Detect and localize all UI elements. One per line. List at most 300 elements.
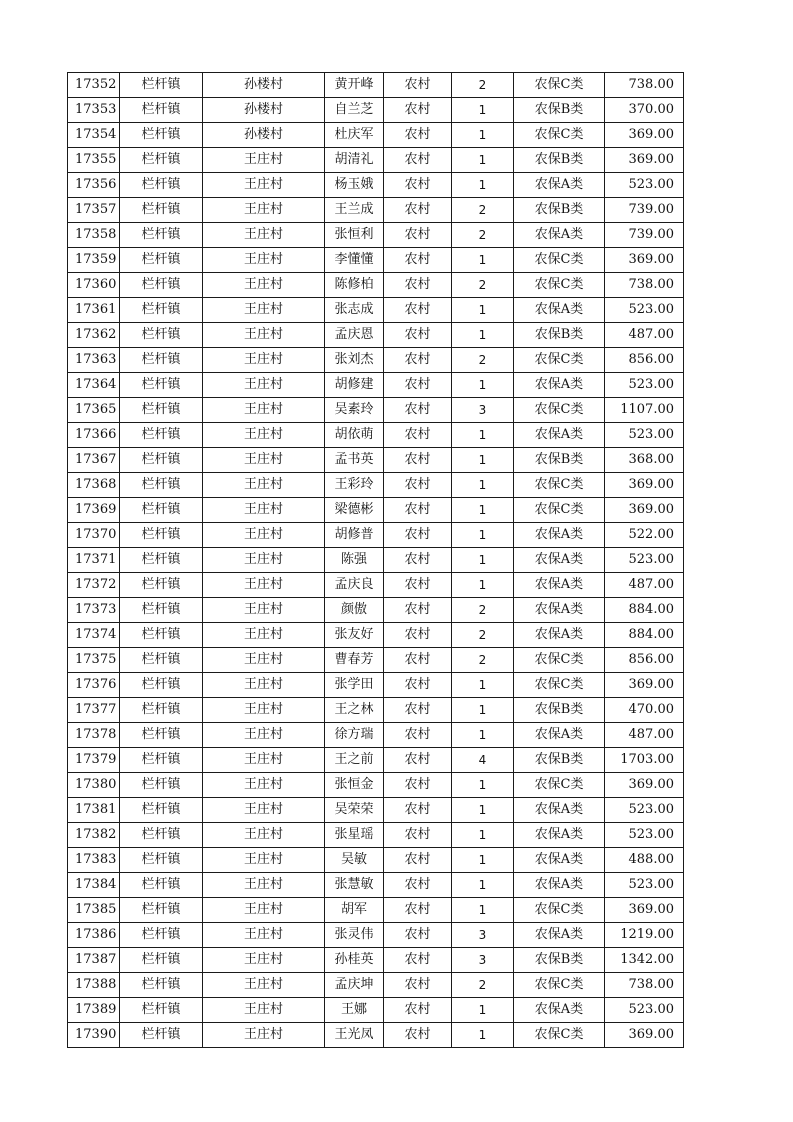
category-cell: 农保B类	[514, 98, 605, 123]
household-count-cell: 1	[452, 698, 514, 723]
name-cell: 孟庆恩	[325, 323, 384, 348]
amount-cell: 523.00	[605, 548, 684, 573]
category-cell: 农保C类	[514, 1023, 605, 1048]
town-cell: 栏杆镇	[120, 623, 203, 648]
table-row	[68, 973, 684, 998]
area-type-cell: 农村	[384, 923, 452, 948]
name-cell: 张恒利	[325, 223, 384, 248]
category-cell: 农保A类	[514, 223, 605, 248]
village-cell: 王庄村	[203, 998, 325, 1023]
amount-cell: 523.00	[605, 373, 684, 398]
category-cell: 农保A类	[514, 573, 605, 598]
area-type-cell: 农村	[384, 98, 452, 123]
name-cell: 黄开峰	[325, 73, 384, 98]
amount-cell: 738.00	[605, 973, 684, 998]
village-cell: 王庄村	[203, 248, 325, 273]
area-type-cell: 农村	[384, 148, 452, 173]
table-row	[68, 373, 684, 398]
table-row	[68, 173, 684, 198]
household-count-cell: 1	[452, 448, 514, 473]
town-cell: 栏杆镇	[120, 948, 203, 973]
amount-cell: 1342.00	[605, 948, 684, 973]
table-row	[68, 98, 684, 123]
category-cell: 农保C类	[514, 248, 605, 273]
table-row	[68, 948, 684, 973]
name-cell: 胡修建	[325, 373, 384, 398]
amount-cell: 523.00	[605, 298, 684, 323]
town-cell: 栏杆镇	[120, 723, 203, 748]
area-type-cell: 农村	[384, 223, 452, 248]
table-row	[68, 148, 684, 173]
household-count-cell: 3	[452, 948, 514, 973]
name-cell: 张学田	[325, 673, 384, 698]
category-cell: 农保C类	[514, 398, 605, 423]
name-cell: 胡军	[325, 898, 384, 923]
serial-number-cell: 17369	[68, 498, 120, 523]
category-cell: 农保C类	[514, 123, 605, 148]
area-type-cell: 农村	[384, 498, 452, 523]
category-cell: 农保B类	[514, 948, 605, 973]
village-cell: 王庄村	[203, 448, 325, 473]
table-row	[68, 848, 684, 873]
name-cell: 李懂懂	[325, 248, 384, 273]
village-cell: 王庄村	[203, 148, 325, 173]
serial-number-cell: 17360	[68, 273, 120, 298]
table-row	[68, 998, 684, 1023]
town-cell: 栏杆镇	[120, 223, 203, 248]
town-cell: 栏杆镇	[120, 73, 203, 98]
amount-cell: 884.00	[605, 623, 684, 648]
village-cell: 王庄村	[203, 173, 325, 198]
serial-number-cell: 17390	[68, 1023, 120, 1048]
amount-cell: 369.00	[605, 148, 684, 173]
table-row	[68, 298, 684, 323]
amount-cell: 856.00	[605, 648, 684, 673]
serial-number-cell: 17361	[68, 298, 120, 323]
area-type-cell: 农村	[384, 898, 452, 923]
table-row	[68, 623, 684, 648]
amount-cell: 487.00	[605, 323, 684, 348]
household-count-cell: 1	[452, 123, 514, 148]
category-cell: 农保A类	[514, 848, 605, 873]
serial-number-cell: 17381	[68, 798, 120, 823]
table-row	[68, 398, 684, 423]
serial-number-cell: 17382	[68, 823, 120, 848]
household-count-cell: 1	[452, 373, 514, 398]
table-row	[68, 423, 684, 448]
village-cell: 王庄村	[203, 1023, 325, 1048]
household-count-cell: 2	[452, 973, 514, 998]
household-count-cell: 1	[452, 823, 514, 848]
name-cell: 张星瑶	[325, 823, 384, 848]
table-row	[68, 473, 684, 498]
category-cell: 农保A类	[514, 548, 605, 573]
table-row	[68, 648, 684, 673]
town-cell: 栏杆镇	[120, 448, 203, 473]
serial-number-cell: 17380	[68, 773, 120, 798]
category-cell: 农保C类	[514, 973, 605, 998]
name-cell: 胡依萌	[325, 423, 384, 448]
area-type-cell: 农村	[384, 573, 452, 598]
town-cell: 栏杆镇	[120, 823, 203, 848]
serial-number-cell: 17368	[68, 473, 120, 498]
category-cell: 农保A类	[514, 923, 605, 948]
village-cell: 王庄村	[203, 948, 325, 973]
area-type-cell: 农村	[384, 798, 452, 823]
area-type-cell: 农村	[384, 273, 452, 298]
amount-cell: 369.00	[605, 898, 684, 923]
name-cell: 张友好	[325, 623, 384, 648]
town-cell: 栏杆镇	[120, 998, 203, 1023]
category-cell: 农保C类	[514, 498, 605, 523]
village-cell: 王庄村	[203, 923, 325, 948]
village-cell: 孙楼村	[203, 123, 325, 148]
household-count-cell: 2	[452, 648, 514, 673]
village-cell: 王庄村	[203, 273, 325, 298]
village-cell: 王庄村	[203, 573, 325, 598]
area-type-cell: 农村	[384, 298, 452, 323]
town-cell: 栏杆镇	[120, 348, 203, 373]
area-type-cell: 农村	[384, 648, 452, 673]
household-count-cell: 1	[452, 723, 514, 748]
category-cell: 农保C类	[514, 73, 605, 98]
name-cell: 徐方瑞	[325, 723, 384, 748]
town-cell: 栏杆镇	[120, 923, 203, 948]
amount-cell: 523.00	[605, 423, 684, 448]
amount-cell: 523.00	[605, 823, 684, 848]
amount-cell: 1703.00	[605, 748, 684, 773]
town-cell: 栏杆镇	[120, 848, 203, 873]
town-cell: 栏杆镇	[120, 898, 203, 923]
household-count-cell: 1	[452, 248, 514, 273]
name-cell: 孙桂英	[325, 948, 384, 973]
category-cell: 农保C类	[514, 673, 605, 698]
table-row	[68, 223, 684, 248]
serial-number-cell: 17358	[68, 223, 120, 248]
amount-cell: 369.00	[605, 1023, 684, 1048]
area-type-cell: 农村	[384, 673, 452, 698]
village-cell: 王庄村	[203, 598, 325, 623]
amount-cell: 739.00	[605, 223, 684, 248]
area-type-cell: 农村	[384, 973, 452, 998]
category-cell: 农保A类	[514, 598, 605, 623]
town-cell: 栏杆镇	[120, 673, 203, 698]
household-count-cell: 1	[452, 998, 514, 1023]
household-count-cell: 3	[452, 923, 514, 948]
category-cell: 农保A类	[514, 998, 605, 1023]
name-cell: 王之林	[325, 698, 384, 723]
area-type-cell: 农村	[384, 548, 452, 573]
category-cell: 农保B类	[514, 198, 605, 223]
serial-number-cell: 17356	[68, 173, 120, 198]
amount-cell: 523.00	[605, 873, 684, 898]
name-cell: 杜庆军	[325, 123, 384, 148]
village-cell: 王庄村	[203, 548, 325, 573]
area-type-cell: 农村	[384, 773, 452, 798]
town-cell: 栏杆镇	[120, 298, 203, 323]
household-count-cell: 1	[452, 498, 514, 523]
town-cell: 栏杆镇	[120, 323, 203, 348]
village-cell: 王庄村	[203, 798, 325, 823]
serial-number-cell: 17367	[68, 448, 120, 473]
area-type-cell: 农村	[384, 473, 452, 498]
table-row	[68, 273, 684, 298]
area-type-cell: 农村	[384, 248, 452, 273]
village-cell: 王庄村	[203, 898, 325, 923]
household-count-cell: 3	[452, 398, 514, 423]
amount-cell: 1107.00	[605, 398, 684, 423]
table-row	[68, 698, 684, 723]
town-cell: 栏杆镇	[120, 973, 203, 998]
name-cell: 王之前	[325, 748, 384, 773]
household-count-cell: 1	[452, 523, 514, 548]
amount-cell: 488.00	[605, 848, 684, 873]
amount-cell: 370.00	[605, 98, 684, 123]
table-row	[68, 198, 684, 223]
serial-number-cell: 17387	[68, 948, 120, 973]
amount-cell: 523.00	[605, 798, 684, 823]
town-cell: 栏杆镇	[120, 248, 203, 273]
table-row	[68, 823, 684, 848]
village-cell: 孙楼村	[203, 73, 325, 98]
area-type-cell: 农村	[384, 1023, 452, 1048]
category-cell: 农保B类	[514, 148, 605, 173]
serial-number-cell: 17374	[68, 623, 120, 648]
name-cell: 王娜	[325, 998, 384, 1023]
serial-number-cell: 17379	[68, 748, 120, 773]
town-cell: 栏杆镇	[120, 498, 203, 523]
category-cell: 农保B类	[514, 748, 605, 773]
village-cell: 王庄村	[203, 748, 325, 773]
serial-number-cell: 17371	[68, 548, 120, 573]
town-cell: 栏杆镇	[120, 98, 203, 123]
area-type-cell: 农村	[384, 598, 452, 623]
category-cell: 农保A类	[514, 623, 605, 648]
table-row	[68, 1023, 684, 1048]
serial-number-cell: 17365	[68, 398, 120, 423]
serial-number-cell: 17377	[68, 698, 120, 723]
amount-cell: 522.00	[605, 523, 684, 548]
town-cell: 栏杆镇	[120, 423, 203, 448]
table-row	[68, 798, 684, 823]
category-cell: 农保A类	[514, 423, 605, 448]
category-cell: 农保A类	[514, 798, 605, 823]
household-count-cell: 2	[452, 273, 514, 298]
town-cell: 栏杆镇	[120, 548, 203, 573]
village-cell: 王庄村	[203, 473, 325, 498]
amount-cell: 739.00	[605, 198, 684, 223]
village-cell: 王庄村	[203, 223, 325, 248]
amount-cell: 487.00	[605, 573, 684, 598]
serial-number-cell: 17370	[68, 523, 120, 548]
village-cell: 王庄村	[203, 698, 325, 723]
area-type-cell: 农村	[384, 398, 452, 423]
amount-cell: 369.00	[605, 498, 684, 523]
amount-cell: 523.00	[605, 173, 684, 198]
name-cell: 陈强	[325, 548, 384, 573]
area-type-cell: 农村	[384, 173, 452, 198]
household-count-cell: 1	[452, 423, 514, 448]
town-cell: 栏杆镇	[120, 873, 203, 898]
amount-cell: 1219.00	[605, 923, 684, 948]
name-cell: 曹春芳	[325, 648, 384, 673]
table-body	[68, 73, 684, 1048]
table-row	[68, 748, 684, 773]
serial-number-cell: 17376	[68, 673, 120, 698]
serial-number-cell: 17352	[68, 73, 120, 98]
town-cell: 栏杆镇	[120, 473, 203, 498]
name-cell: 梁德彬	[325, 498, 384, 523]
area-type-cell: 农村	[384, 423, 452, 448]
amount-cell: 369.00	[605, 673, 684, 698]
household-count-cell: 2	[452, 348, 514, 373]
household-count-cell: 1	[452, 573, 514, 598]
town-cell: 栏杆镇	[120, 198, 203, 223]
name-cell: 胡修普	[325, 523, 384, 548]
serial-number-cell: 17357	[68, 198, 120, 223]
table-row	[68, 598, 684, 623]
category-cell: 农保A类	[514, 523, 605, 548]
serial-number-cell: 17372	[68, 573, 120, 598]
name-cell: 吴荣荣	[325, 798, 384, 823]
name-cell: 王彩玲	[325, 473, 384, 498]
household-count-cell: 1	[452, 848, 514, 873]
amount-cell: 368.00	[605, 448, 684, 473]
name-cell: 杨玉娥	[325, 173, 384, 198]
name-cell: 孟庆良	[325, 573, 384, 598]
area-type-cell: 农村	[384, 523, 452, 548]
category-cell: 农保A类	[514, 173, 605, 198]
area-type-cell: 农村	[384, 873, 452, 898]
area-type-cell: 农村	[384, 348, 452, 373]
serial-number-cell: 17354	[68, 123, 120, 148]
amount-cell: 369.00	[605, 773, 684, 798]
category-cell: 农保A类	[514, 373, 605, 398]
table-row	[68, 773, 684, 798]
serial-number-cell: 17366	[68, 423, 120, 448]
household-count-cell: 1	[452, 798, 514, 823]
town-cell: 栏杆镇	[120, 123, 203, 148]
town-cell: 栏杆镇	[120, 798, 203, 823]
village-cell: 王庄村	[203, 498, 325, 523]
village-cell: 王庄村	[203, 773, 325, 798]
category-cell: 农保A类	[514, 723, 605, 748]
amount-cell: 487.00	[605, 723, 684, 748]
category-cell: 农保C类	[514, 898, 605, 923]
table-row	[68, 673, 684, 698]
town-cell: 栏杆镇	[120, 573, 203, 598]
area-type-cell: 农村	[384, 198, 452, 223]
serial-number-cell: 17388	[68, 973, 120, 998]
name-cell: 王兰成	[325, 198, 384, 223]
serial-number-cell: 17353	[68, 98, 120, 123]
village-cell: 王庄村	[203, 873, 325, 898]
serial-number-cell: 17383	[68, 848, 120, 873]
area-type-cell: 农村	[384, 373, 452, 398]
town-cell: 栏杆镇	[120, 148, 203, 173]
table-row	[68, 498, 684, 523]
area-type-cell: 农村	[384, 73, 452, 98]
category-cell: 农保B类	[514, 448, 605, 473]
village-cell: 王庄村	[203, 673, 325, 698]
category-cell: 农保A类	[514, 298, 605, 323]
town-cell: 栏杆镇	[120, 173, 203, 198]
village-cell: 王庄村	[203, 198, 325, 223]
table-row	[68, 723, 684, 748]
town-cell: 栏杆镇	[120, 373, 203, 398]
village-cell: 王庄村	[203, 323, 325, 348]
household-count-cell: 1	[452, 473, 514, 498]
name-cell: 吴素玲	[325, 398, 384, 423]
serial-number-cell: 17363	[68, 348, 120, 373]
household-count-cell: 1	[452, 148, 514, 173]
name-cell: 王光凤	[325, 1023, 384, 1048]
name-cell: 张志成	[325, 298, 384, 323]
name-cell: 陈修柏	[325, 273, 384, 298]
serial-number-cell: 17355	[68, 148, 120, 173]
serial-number-cell: 17364	[68, 373, 120, 398]
village-cell: 王庄村	[203, 523, 325, 548]
village-cell: 王庄村	[203, 823, 325, 848]
town-cell: 栏杆镇	[120, 698, 203, 723]
household-count-cell: 1	[452, 548, 514, 573]
amount-cell: 523.00	[605, 998, 684, 1023]
town-cell: 栏杆镇	[120, 398, 203, 423]
area-type-cell: 农村	[384, 723, 452, 748]
amount-cell: 369.00	[605, 123, 684, 148]
village-cell: 王庄村	[203, 723, 325, 748]
town-cell: 栏杆镇	[120, 748, 203, 773]
village-cell: 王庄村	[203, 423, 325, 448]
serial-number-cell: 17389	[68, 998, 120, 1023]
household-count-cell: 2	[452, 73, 514, 98]
town-cell: 栏杆镇	[120, 1023, 203, 1048]
area-type-cell: 农村	[384, 448, 452, 473]
category-cell: 农保C类	[514, 348, 605, 373]
name-cell: 张灵伟	[325, 923, 384, 948]
name-cell: 张慧敏	[325, 873, 384, 898]
serial-number-cell: 17375	[68, 648, 120, 673]
village-cell: 王庄村	[203, 848, 325, 873]
household-count-cell: 2	[452, 223, 514, 248]
table-row	[68, 873, 684, 898]
village-cell: 王庄村	[203, 298, 325, 323]
household-count-cell: 4	[452, 748, 514, 773]
area-type-cell: 农村	[384, 698, 452, 723]
table-row	[68, 348, 684, 373]
table-row	[68, 123, 684, 148]
household-count-cell: 1	[452, 773, 514, 798]
town-cell: 栏杆镇	[120, 523, 203, 548]
area-type-cell: 农村	[384, 848, 452, 873]
serial-number-cell: 17378	[68, 723, 120, 748]
category-cell: 农保C类	[514, 648, 605, 673]
area-type-cell: 农村	[384, 123, 452, 148]
name-cell: 颜傲	[325, 598, 384, 623]
serial-number-cell: 17373	[68, 598, 120, 623]
amount-cell: 470.00	[605, 698, 684, 723]
serial-number-cell: 17362	[68, 323, 120, 348]
area-type-cell: 农村	[384, 823, 452, 848]
amount-cell: 369.00	[605, 473, 684, 498]
village-cell: 王庄村	[203, 348, 325, 373]
table-row	[68, 73, 684, 98]
village-cell: 王庄村	[203, 648, 325, 673]
amount-cell: 738.00	[605, 73, 684, 98]
name-cell: 吴敏	[325, 848, 384, 873]
village-cell: 孙楼村	[203, 98, 325, 123]
amount-cell: 738.00	[605, 273, 684, 298]
